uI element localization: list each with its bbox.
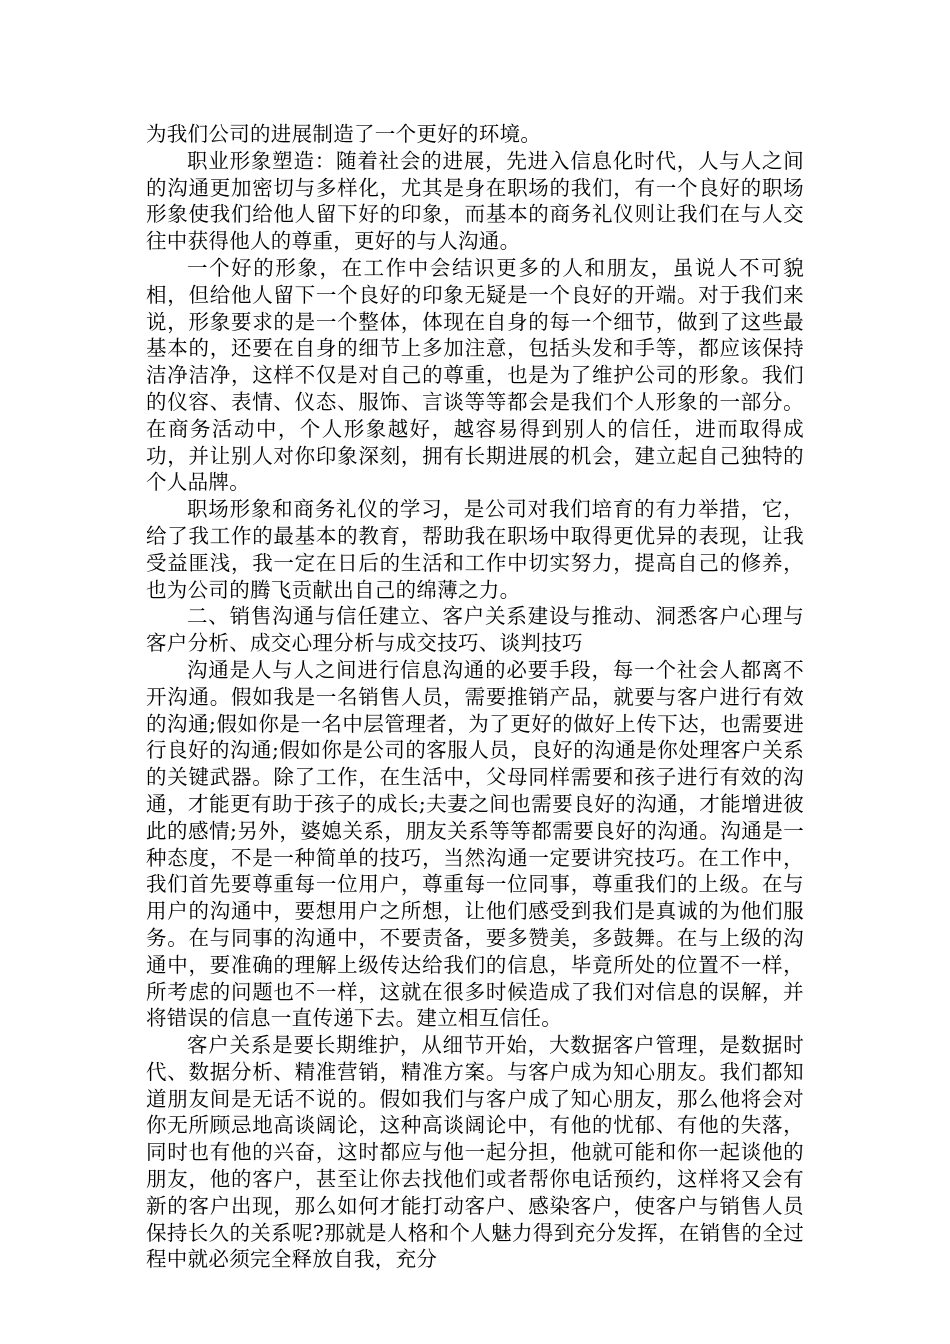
paragraph: 职场形象和商务礼仪的学习，是公司对我们培育的有力举措，它，给了我工作的最基本的教育，帮助我在职场中取得更优异的表现，让我受益匪浅，我一定在日后的生活和工作中切实努力，提高自己的修养，也为公司的腾飞贡献出自己的绵薄之力。 bbox=[146, 497, 804, 602]
document-body bbox=[146, 121, 804, 1273]
paragraph: 职业形象塑造：随着社会的进展，先进入信息化时代，人与人之间的沟通更加密切与多样化，尤其是身在职场的我们，有一个良好的职场形象使我们给他人留下好的印象，而基本的商务礼仪则让我们在与人交往中获得他人的尊重，更好的与人沟通。 bbox=[146, 148, 804, 254]
paragraph: 沟通是人与人之间进行信息沟通的必要手段，每一个社会人都离不开沟通。假如我是一名销售人员，需要推销产品，就要与客户进行有效的沟通;假如你是一名中层管理者，为了更好的做好上传下达，也需要进行良好的沟通;假如你是公司的客服人员，良好的沟通是你处理客户关系的关键武器。除了工作，在生活中，父母同样需要和孩子进行有效的沟通，才能更有助于孩子的成长;夫妻之间也需要良好的沟通，才能增进彼此的感情;另外，婆媳关系，朋友关系等等都需要良好的沟通。沟通是一种态度，不是一种简单的技巧，当然沟通一定要讲究技巧。在工作中，我们首先要尊重每一位用户，尊重每一位同事，尊重我们的上级。在与用户的沟通中，要想用户之所想，让他们感受到我们是真诚的为他们服务。在与同事的沟通中，不要责备，要多赞美，多鼓舞。在与上级的沟通中，要准确的理解上级传达给我们的信息，毕竟所处的位置不一样，所考虑的问题也不一样，这就在很多时候造成了我们对信息的误解，并将错误的信息一直传递下去。建立相互信任。 bbox=[146, 657, 804, 1031]
paragraph: 为我们公司的进展制造了一个更好的环境。 bbox=[146, 122, 542, 146]
paragraph: 一个好的形象，在工作中会结识更多的人和朋友，虽说人不可貌相，但给他人留下一个良好的印象无疑是一个良好的开端。对于我们来说，形象要求的是一个整体，体现在自身的每一个细节，做到了这些最基本的，还要在自身的细节上多加注意，包括头发和手等，都应该保持洁净洁净，这样不仅是对自己的尊重，也是为了维护公司的形象。我们的仪容、表情、仪态、服饰、言谈等等都会是我们个人形象的一部分。在商务活动中，个人形象越好，越容易得到别人的信任，进而取得成功，并让别人对你印象深刻，拥有长期进展的机会，建立起自己独特的个人品牌。 bbox=[146, 255, 804, 495]
paragraph: 客户关系是要长期维护，从细节开始，大数据客户管理，是数据时代、数据分析、精准营销，精准方案。与客户成为知心朋友。我们都知道朋友间是无话不说的。假如我们与客户成了知心朋友，那么他将会对你无所顾忌地高谈阔论，这种高谈阔论中，有他的忧郁、有他的失落，同时也有他的兴奋，这时都应与他一起分担，他就可能和你一起谈他的朋友，他的客户，甚至让你去找他们或者帮你电话预约，这样将又会有新的客户出现，那么如何才能打动客户、感染客户，使客户与销售人员保持长久的关系呢?那就是人格和个人魅力得到充分发挥，在销售的全过程中就必须完全释放自我，充分 bbox=[146, 1033, 804, 1272]
section-heading: 二、销售沟通与信任建立、客户关系建设与推动、洞悉客户心理与客户分析、成交心理分析与成交技巧、谈判技巧 bbox=[146, 604, 804, 656]
